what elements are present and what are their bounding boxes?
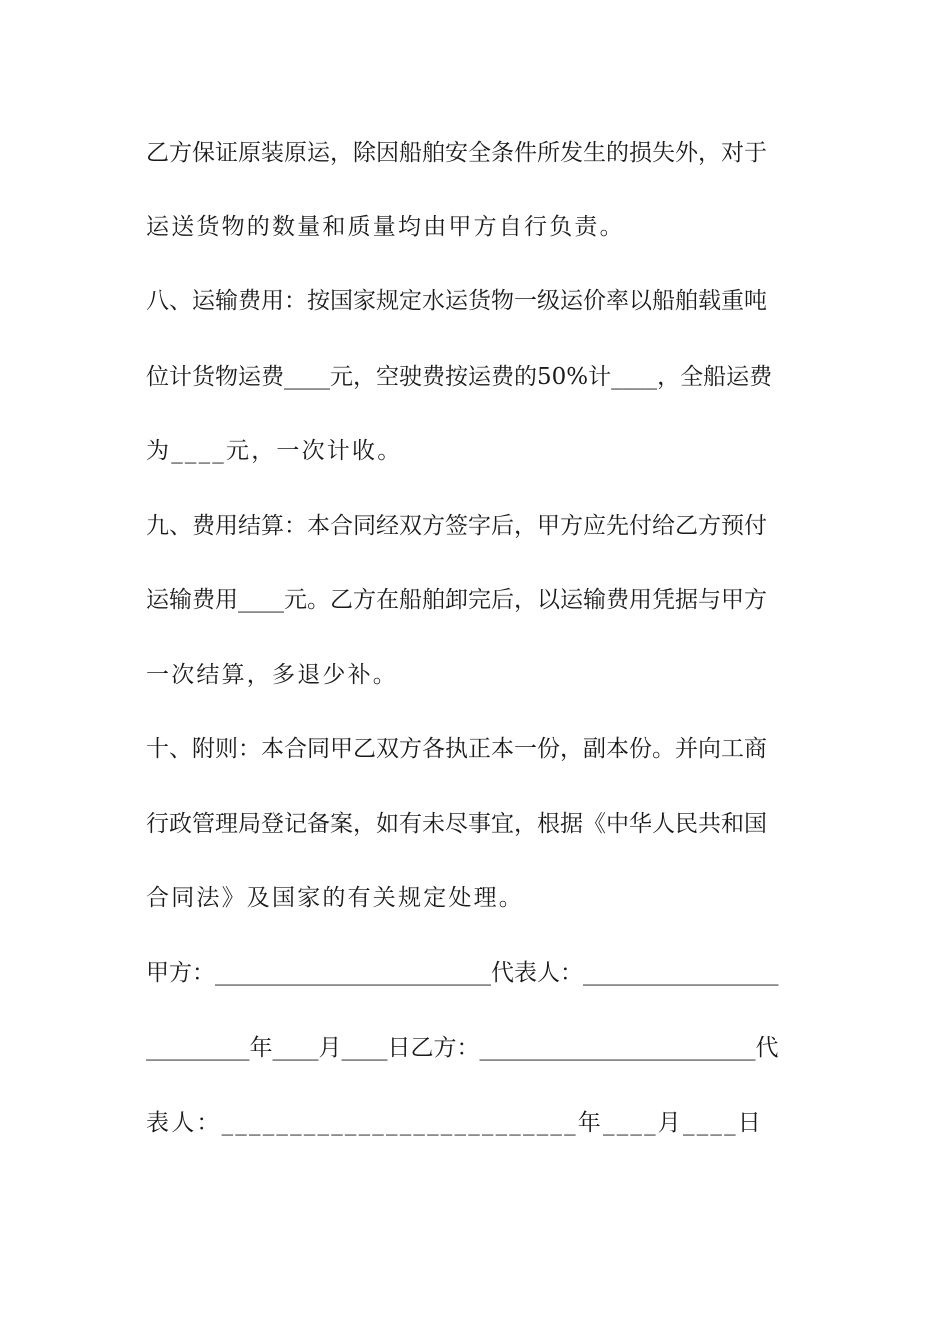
text-line: 运输费用____元。乙方在船舶卸完后，以运输费用凭据与甲方 (146, 587, 767, 613)
section-heading-line: 八、运输费用：按国家规定水运货物一级运价率以船舶载重吨 (146, 288, 767, 314)
section-heading-line: 十、附则：本合同甲乙双方各执正本一份，副本份。并向工商 (146, 736, 767, 762)
text-line: 为____元，一次计收。 (146, 438, 403, 464)
section-heading-line: 九、费用结算：本合同经双方签字后，甲方应先付给乙方预付 (146, 513, 767, 539)
text-line: 乙方保证原装原运，除因船舶安全条件所发生的损失外，对于 (146, 140, 767, 166)
text-line: 位计货物运费____元，空驶费按运费的50%计____，全船运费 (146, 364, 773, 390)
signature-line: _________年____月____日乙方：________________________代 (146, 1035, 779, 1061)
signature-line: 甲方：________________________代表人：_________________ (146, 960, 779, 986)
text-line: 行政管理局登记备案，如有未尽事宜，根据《中华人民共和国 (146, 811, 767, 837)
text-line: 运送货物的数量和质量均由甲方自行负责。 (146, 214, 625, 240)
signature-line: 表人：__________________________年____月____日 (146, 1110, 763, 1136)
text-line: 合同法》及国家的有关规定处理。 (146, 885, 524, 911)
text-line: 一次结算，多退少补。 (146, 662, 398, 688)
